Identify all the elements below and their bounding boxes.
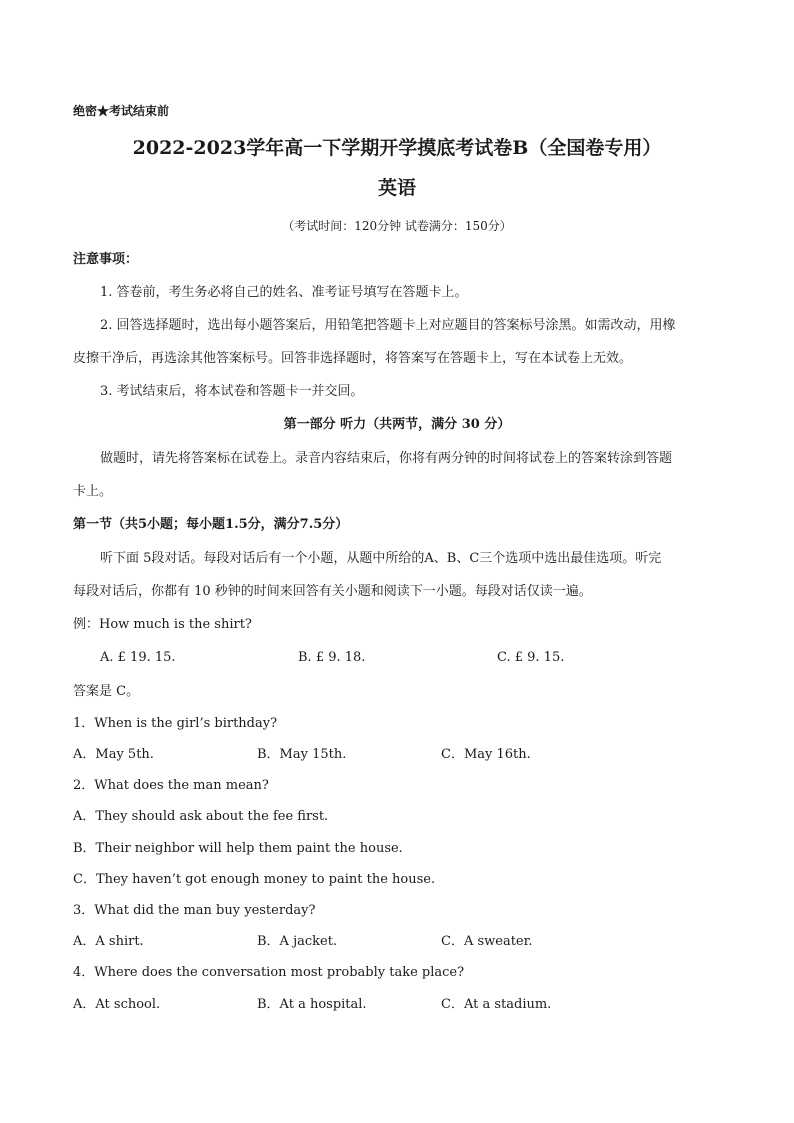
notice-item-3: 3. 考试结束后，将本试卷和答题卡一并交回。 [100,384,364,399]
time-info: （考试时间：120分钟 试卷满分：150分） [282,219,512,233]
question-4-option-b: B．At a hospital. [257,997,367,1012]
question-4-option-a: A．At school. [73,997,161,1012]
notice-heading: 注意事项： [73,252,139,267]
question-2-stem: 2．What does the man mean? [73,778,269,793]
example-option-b: B. £ 9. 18. [298,650,366,665]
part1-instruction-cont: 卡上。 [73,484,113,499]
question-1-option-a: A．May 5th. [73,747,154,762]
question-2-option-c: C．They haven’t got enough money to paint the house. [73,872,436,887]
section1-instruction-cont: 每段对话后，你都有 10 秒钟的时间来回答有关小题和阅读下一小题。每段对话仅读一遍。 [73,584,592,599]
example-option-c: C. £ 9. 15. [497,650,565,665]
question-4-option-c: C．At a stadium. [441,997,552,1012]
question-2-option-b: B．Their neighbor will help them paint the house. [73,841,403,856]
section1-instruction: 听下面 5段对话。每段对话后有一个小题，从题中所给的A、B、C三个选项中选出最佳选项。听完 [100,551,662,566]
example-answer: 答案是 C。 [73,684,140,699]
question-1-stem: 1．When is the girl’s birthday? [73,716,278,731]
notice-item-2: 2. 回答选择题时，选出每小题答案后，用铅笔把答题卡上对应题目的答案标号涂黑。如需改动，用橡 [100,318,676,333]
question-1-option-c: C．May 16th. [441,747,531,762]
part1-instruction: 做题时，请先将答案标在试卷上。录音内容结束后，你将有两分钟的时间将试卷上的答案转涂到答题 [100,451,673,466]
question-1-option-b: B．May 15th. [257,747,347,762]
example-option-a: A. £ 19. 15. [100,650,176,665]
exam-title: 2022-2023学年高一下学期开学摸底考试卷B（全国卷专用） [132,137,662,159]
question-3-option-c: C．A sweater. [441,934,533,949]
notice-item-2-cont: 皮擦干净后，再选涂其他答案标号。回答非选择题时，将答案写在答题卡上，写在本试卷上无效。 [73,351,633,366]
question-3-option-b: B．A jacket. [257,934,338,949]
question-2-option-a: A．They should ask about the fee first. [73,809,329,824]
subject-title: 英语 [377,177,416,199]
confidential-label: 绝密★考试结束前 [73,104,170,118]
question-3-option-a: A．A shirt. [73,934,144,949]
question-3-stem: 3．What did the man buy yesterday? [73,903,316,918]
section1-heading: 第一节（共5小题；每小题1.5分，满分7.5分） [73,517,349,532]
example-question: 例：How much is the shirt? [73,617,252,632]
question-4-stem: 4．Where does the conversation most probably take place? [73,965,465,980]
notice-item-1: 1. 答卷前，考生务必将自己的姓名、准考证号填写在答题卡上。 [100,285,468,300]
part1-heading: 第一部分 听力（共两节，满分 30 分） [283,417,511,432]
